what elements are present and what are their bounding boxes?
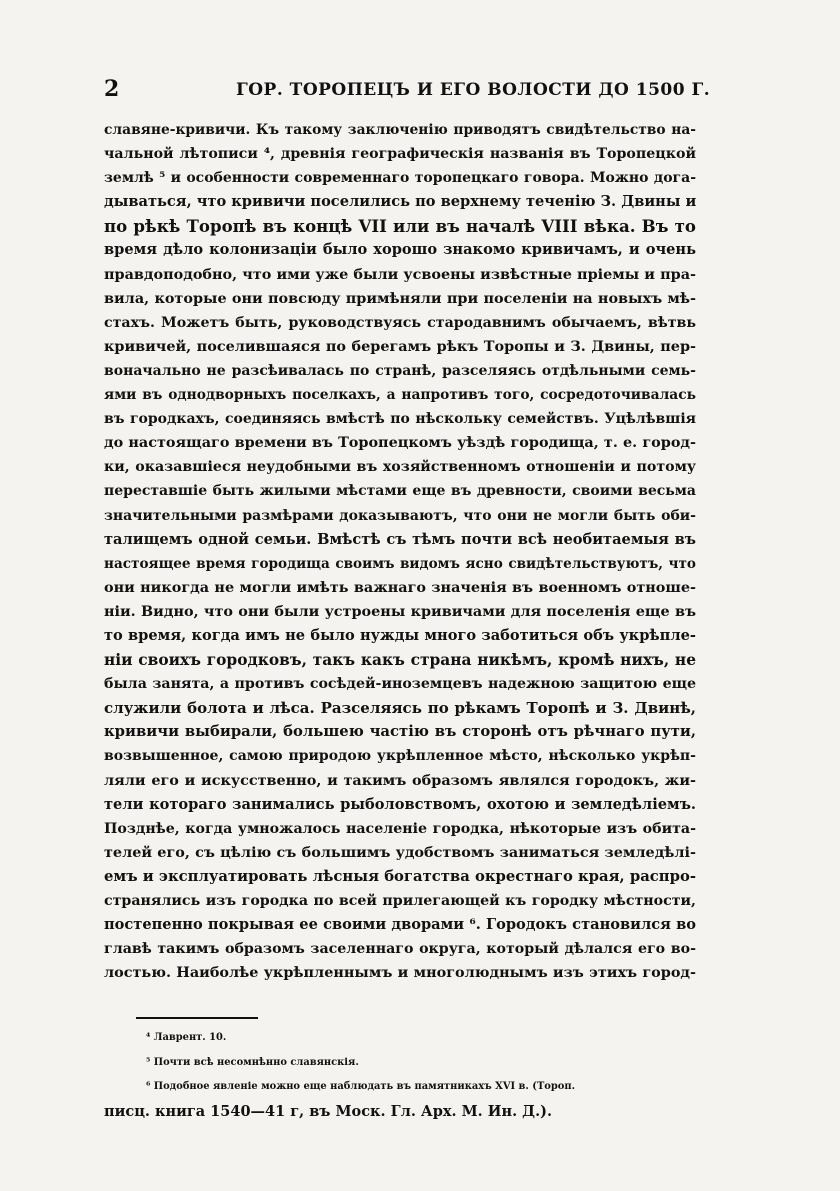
text-line: вила, которые они повсюду примѣняли при поселеніи на новыхъ мѣ- [104, 289, 696, 307]
text-line: телей его, съ цѣлію съ большимъ удобствомъ заниматься земледѣлі- [104, 843, 696, 861]
text-line: славяне-кривичи. Къ такому заключенію приводятъ свидѣтельство на- [104, 122, 696, 138]
text-line: переставшіе быть жилыми мѣстами еще въ древности, своими весьма [104, 483, 696, 500]
text-line: странялись изъ городка по всей прилегающей къ городку мѣстности, [104, 893, 696, 909]
page-header [104, 76, 711, 106]
text-line: настоящее время городища своимъ видомъ ясно свидѣтельствуютъ, что [104, 555, 696, 572]
footnote-separator [136, 1017, 258, 1019]
text-line: служили болота и лѣса. Разселяясь по рѣкамъ Торопѣ и З. Двинѣ, [104, 699, 696, 718]
text-line: то время, когда имъ не было нужды много заботиться объ укрѣпле- [104, 626, 696, 644]
footnote-6-continuation: писц. книга 1540—41 г, въ Моск. Гл. Арх. М. Ин. Д.). [104, 1102, 553, 1120]
text-line: въ городкахъ, соединяясь вмѣстѣ по нѣскольку семействъ. Уцѣлѣвшія [104, 411, 696, 428]
text-line: землѣ ⁵ и особенности современнаго торопецкаго говора. Можно дога- [104, 170, 696, 187]
text-line: возвышенное, самою природою укрѣпленное мѣсто, нѣсколько укрѣп- [104, 748, 696, 765]
text-line: была занята, а противъ сосѣдей-иноземцевъ надежною защитою еще [104, 676, 696, 693]
text-line: значительными размѣрами доказываютъ, что они не могли быть оби- [104, 507, 696, 524]
text-line: ляли его и искусственно, и такимъ образомъ являлся городокъ, жи- [104, 771, 696, 789]
text-line: Позднѣе, когда умножалось населеніе городка, нѣкоторые изъ обита- [104, 820, 696, 837]
text-line: по рѣкѣ Торопѣ въ концѣ VII или въ началѣ VIII вѣка. Въ то [104, 216, 696, 237]
running-head: ГОР. ТОРОПЕЦЪ И ЕГО ВОЛОСТИ ДО 1500 Г. [236, 80, 711, 100]
footnote-4: ⁴ Лаврент. 10. [146, 1032, 227, 1043]
text-line: они никогда не могли имѣть важнаго значенія въ военномъ отноше- [104, 578, 696, 596]
text-line: лостью. Наиболѣе укрѣпленнымъ и многолюднымъ изъ этихъ город- [104, 964, 696, 982]
text-line: ями въ однодворныхъ поселкахъ, а напротивъ того, сосредоточивалась [104, 387, 696, 404]
text-line: кривичи выбирали, большею частію въ сторонѣ отъ рѣчнаго пути, [104, 723, 696, 741]
footnote-5: ⁵ Почти всѣ несомнѣнно славянскія. [146, 1056, 359, 1068]
page-number: 2 [104, 76, 120, 102]
text-line: ніи. Видно, что они были устроены кривичами для поселенія еще въ [104, 602, 696, 620]
text-line: правдоподобно, что ими уже были усвоены извѣстные пріемы и пра- [104, 265, 696, 283]
text-line: ки, оказавшіеся неудобными въ хозяйственномъ отношеніи и потому [104, 459, 696, 476]
text-line: чальной лѣтописи ⁴, древнія географическія названія въ Торопецкой [104, 146, 696, 163]
text-line: талищемъ одной семьи. Вмѣстѣ съ тѣмъ почти всѣ необитаемыя въ [104, 530, 696, 548]
text-line: время дѣло колонизаціи было хорошо знакомо кривичамъ, и очень [104, 241, 696, 259]
footnote-6: ⁶ Подобное явленіе можно еще наблюдать въ памятникахъ XVI в. (Тороп. [146, 1081, 576, 1092]
text-line: тели котораго занимались рыболовствомъ, охотою и земледѣліемъ. [104, 795, 696, 813]
footnotes [104, 1026, 696, 1124]
text-line: воначально не разсѣивалась по странѣ, разселяясь отдѣльными семь- [104, 362, 696, 379]
text-line: до настоящаго времени въ Торопецкомъ уѣздѣ городища, т. е. город- [104, 434, 696, 452]
text-line: емъ и эксплуатировать лѣсныя богатства окрестнаго края, распро- [104, 867, 696, 885]
text-line: главѣ такимъ образомъ заселеннаго округа, который дѣлался его во- [104, 941, 696, 958]
body-text [104, 118, 696, 985]
text-line: кривичей, поселившаяся по берегамъ рѣкъ Торопы и З. Двины, пер- [104, 337, 696, 355]
text-line: дываться, что кривичи поселились по верхнему теченію З. Двины и [104, 193, 696, 211]
text-line: стахъ. Можетъ быть, руководствуясь стародавнимъ обычаемъ, вѣтвь [104, 314, 696, 331]
text-line: ніи своихъ городковъ, такъ какъ страна никѣмъ, кромѣ нихъ, не [104, 651, 696, 670]
text-line: постепенно покрывая ее своими дворами ⁶. Городокъ становился во [104, 916, 696, 934]
